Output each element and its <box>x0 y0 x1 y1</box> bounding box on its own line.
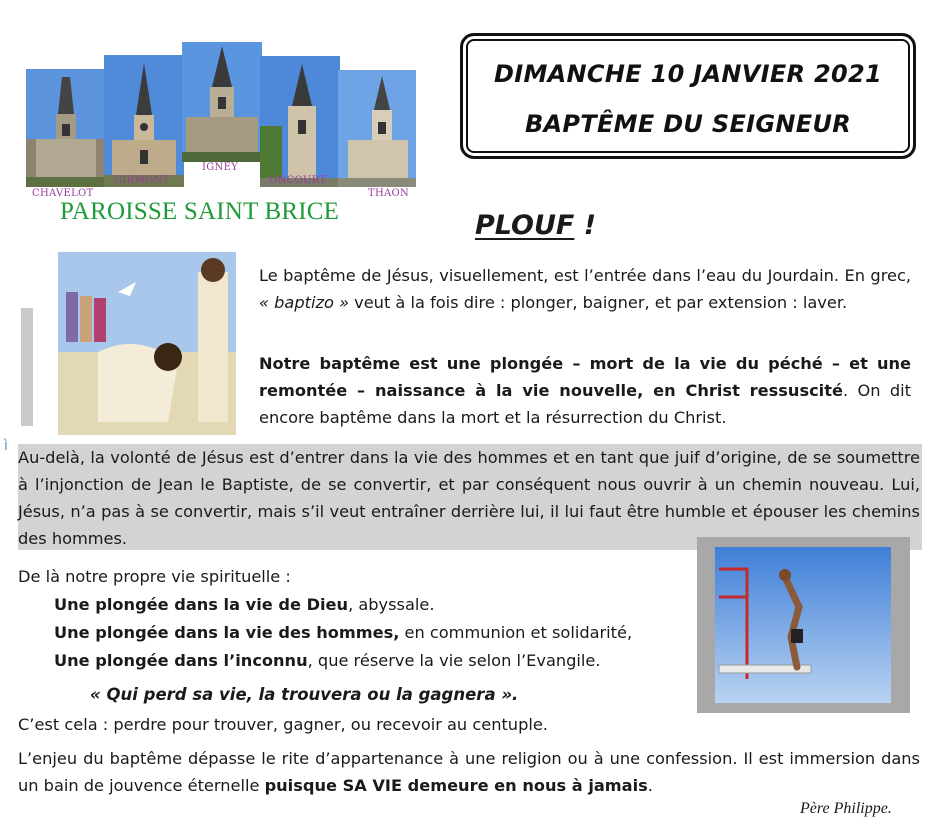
paragraph-intro <box>259 262 911 316</box>
paragraph-centuple: C’est cela : perdre pour trouver, gagner, ou recevoir au centuple. <box>18 715 548 734</box>
title-feast: BAPTÊME DU SEIGNEUR <box>524 110 852 138</box>
church-photo-girmont <box>104 55 184 187</box>
church-photo-chavelot <box>26 69 106 187</box>
list-item-bold: Une plongée dans l’inconnu <box>54 651 308 670</box>
bullet-decoration-icon: ì <box>4 438 8 454</box>
paragraph-spiritual-life <box>18 563 698 675</box>
p4-intro: De là notre propre vie spirituelle : <box>18 567 291 586</box>
list-item <box>18 647 698 675</box>
church-photo-thaon <box>338 70 416 187</box>
signature: Père Philippe. <box>800 800 892 817</box>
baptism-illustration <box>58 252 236 435</box>
church-photo-igney <box>182 42 262 162</box>
list-item-rest: , que réserve la vie selon l’Evangile. <box>307 651 601 670</box>
p1-text-a: Le baptême de Jésus, visuellement, est l’entrée dans l’eau du Jourdain. En grec, <box>259 266 911 285</box>
church-photo-oncourt <box>260 56 340 187</box>
church-label-igney: IGNEY <box>202 162 239 173</box>
heading-suffix: ! <box>574 210 597 241</box>
parish-name: PAROISSE SAINT BRICE <box>60 198 340 225</box>
heading-word: PLOUF <box>475 210 575 241</box>
paragraph-jesus-will: Au-delà, la volonté de Jésus est d’entrer dans la vie des hommes et en tant que juif d’origine, de se soumettre à l’injonction de Jean le Baptiste, de se convertir, et par conséquent nous ouvrir à un chemin nouveau. Lui, Jésus, n’a pas à se convertir, mais s’il veut entraîner derrière lui, il lui faut être humble et épouser les chemins des hommes. <box>18 448 920 548</box>
list-item-bold: Une plongée dans la vie de Dieu <box>54 595 349 614</box>
p1-text-b: veut à la fois dire : plonger, baigner, et par extension : laver. <box>349 293 848 312</box>
church-banner <box>26 42 416 200</box>
p6-end: . <box>647 776 653 795</box>
list-item-bold: Une plongée dans la vie des hommes, <box>54 623 400 642</box>
list-item-rest: en communion et solidarité, <box>399 623 633 642</box>
left-decoration-bar <box>21 308 33 426</box>
church-label-oncourt: ONCOURT <box>269 175 327 186</box>
church-label-girmont: GIRMONT <box>114 175 170 186</box>
list-item <box>18 591 698 619</box>
p2-bold: Notre baptême est une plongée – mort de la vie du péché – et une remontée – naissance à la vie nouvelle, en Christ ressuscité <box>259 354 911 400</box>
church-label-thaon: THAON <box>368 188 410 199</box>
diver-photo <box>697 537 910 713</box>
article-heading <box>475 210 596 241</box>
p2-rest: . On dit encore baptême dans la mort et la résurrection du Christ. <box>259 381 911 427</box>
paragraph-conclusion <box>18 745 920 799</box>
p6-bold: puisque SA VIE demeure en nous à jamais <box>264 776 648 795</box>
list-item-rest: , abyssale. <box>348 595 435 614</box>
church-label-chavelot: CHAVELOT <box>32 188 94 199</box>
title-box <box>460 33 916 159</box>
p1-greek-term: « baptizo » <box>259 293 349 312</box>
diver-photo-image <box>715 547 891 703</box>
list-item <box>18 619 698 647</box>
paragraph-baptism-meaning <box>259 350 911 431</box>
p6-text: L’enjeu du baptême dépasse le rite d’appartenance à une religion ou à une confession. Il est immersion dans un bain de jouvence éternelle <box>18 749 920 795</box>
title-date: DIMANCHE 10 JANVIER 2021 <box>494 60 882 88</box>
gospel-quote: « Qui perd sa vie, la trouvera ou la gagnera ». <box>90 685 519 704</box>
